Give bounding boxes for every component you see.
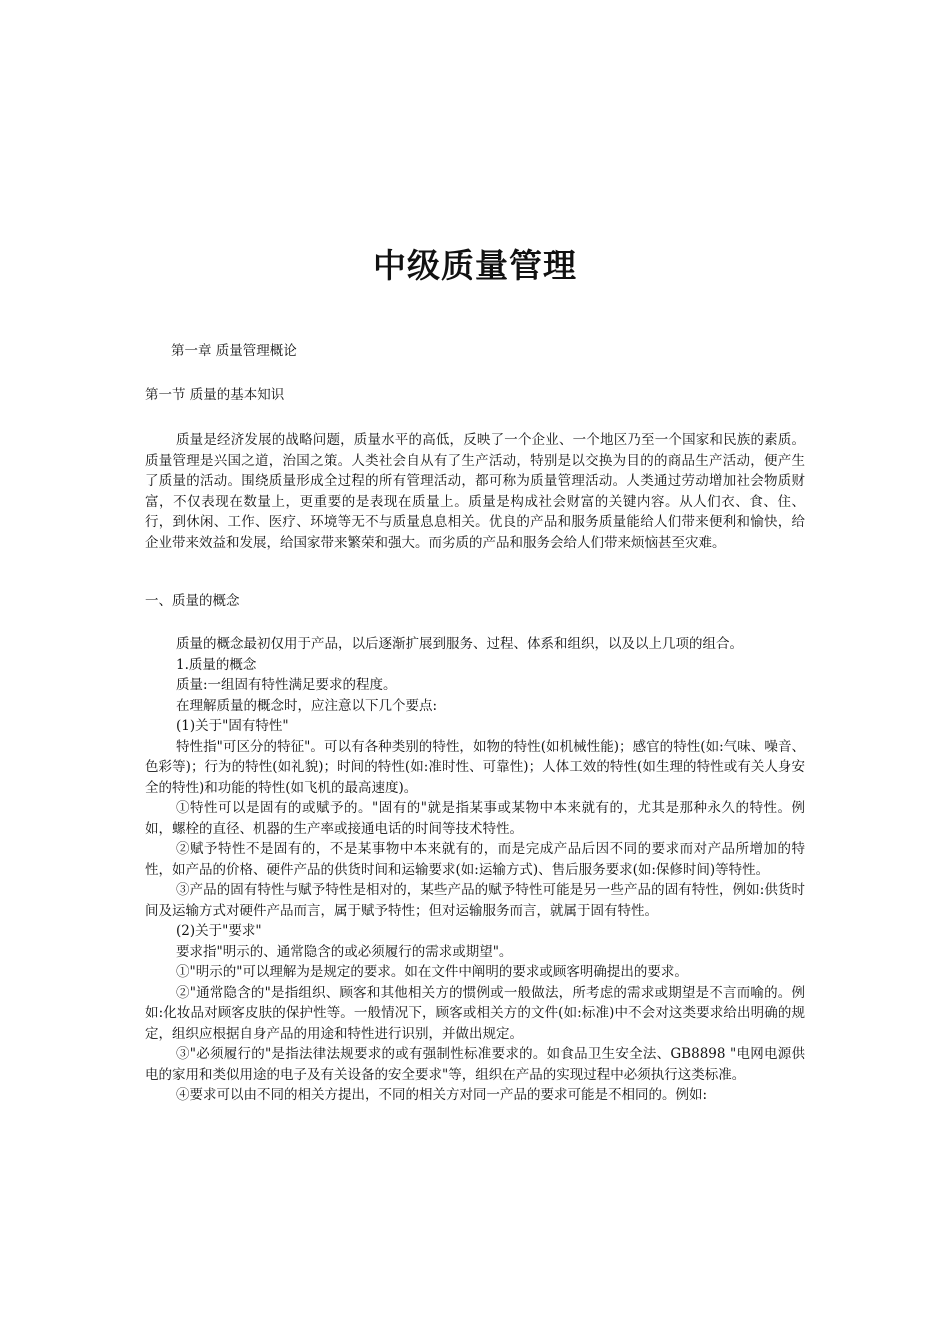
subheading-quality-concept: 一、质量的概念 [145,593,240,609]
paragraph: ①"明示的"可以理解为是规定的要求。如在文件中阐明的要求或顾客明确提出的要求。 [176,964,688,980]
document-title: 中级质量管理 [373,246,577,285]
paragraph: 质量的概念最初仅用于产品，以后逐渐扩展到服务、过程、体系和组织，以及以上几项的组合。 [176,636,743,652]
paragraph: 质量:一组固有特性满足要求的程度。 [176,677,397,693]
paragraph: ④要求可以由不同的相关方提出，不同的相关方对同一产品的要求可能是不相同的。例如: [176,1087,708,1103]
section-heading: 第一节 质量的基本知识 [145,387,285,403]
paragraph: ①特性可以是固有的或赋予的。"固有的"就是指某事或某物中本来就有的，尤其是那种永久的特性。例如，螺栓的直径、机器的生产率或接通电话的时间等技术特性。 [145,800,805,837]
paragraph: 要求指"明示的、通常隐含的或必须履行的需求或期望"。 [176,943,513,960]
paragraph: 1.质量的概念 [176,656,257,673]
body-block [145,634,805,1106]
paragraph: ③"必须履行的"是指法律法规要求的或有强制性标准要求的。如食品卫生安全法、GB8898 "电网电源供电的家用和类似用途的电子及有关设备的安全要求"等，组织在产品的实现过程中必须执行这类标准。 [145,1046,805,1083]
paragraph: (2)关于"要求" [176,923,262,939]
paragraph: 特性指"可区分的特征"。可以有各种类别的特性，如物的特性(如机械性能)；感官的特性(如:气味、噪音、色彩等)；行为的特性(如礼貌)；时间的特性(如:准时性、可靠性)；人体工效的特性(如生理的特性或有关人身安全的特性)和功能的特性(如飞机的最高速度)。 [145,738,805,796]
chapter-heading: 第一章 质量管理概论 [171,343,297,359]
paragraph: ③产品的固有特性与赋予特性是相对的，某些产品的赋予特性可能是另一些产品的固有特性，例如:供货时间及运输方式对硬件产品而言，属于赋予特性；但对运输服务而言，就属于固有特性。 [145,882,806,919]
intro-paragraph: 质量是经济发展的战略问题，质量水平的高低，反映了一个企业、一个地区乃至一个国家和民族的素质。质量管理是兴国之道，治国之策。人类社会自从有了生产活动，特别是以交换为目的的商品生产活动，便产生了质量的活动。围绕质量形成全过程的所有管理活动，都可称为质量管理活动。人类通过劳动增加社会物质财富，不仅表现在数量上，更重要的是表现在质量上。质量是构成社会财富的关键内容。从人们衣、食、住、行，到休闲、工作、医疗、环境等无不与质量息息相关。优良的产品和服务质量能给人们带来便利和愉快，给企业带来效益和发展，给国家带来繁荣和强大。而劣质的产品和服务会给人们带来烦恼甚至灾难。 [145,432,805,551]
paragraph: 在理解质量的概念时，应注意以下几个要点: [176,697,438,714]
paragraph: (1)关于"固有特性" [176,718,289,734]
paragraph: ②"通常隐含的"是指组织、顾客和其他相关方的惯例或一般做法，所考虑的需求或期望是不言而喻的。例如:化妆品对顾客皮肤的保护性等。一般情况下，顾客或相关方的文件(如:标准)中不会对这类要求给出明确的规定，组织应根据自身产品的用途和特性进行识别，并做出规定。 [145,984,805,1042]
paragraph: ②赋予特性不是固有的，不是某事物中本来就有的，而是完成产品后因不同的要求而对产品所增加的特性，如产品的价格、硬件产品的供货时间和运输要求(如:运输方式)、售后服务要求(如:保修时间)等特性。 [145,841,805,878]
